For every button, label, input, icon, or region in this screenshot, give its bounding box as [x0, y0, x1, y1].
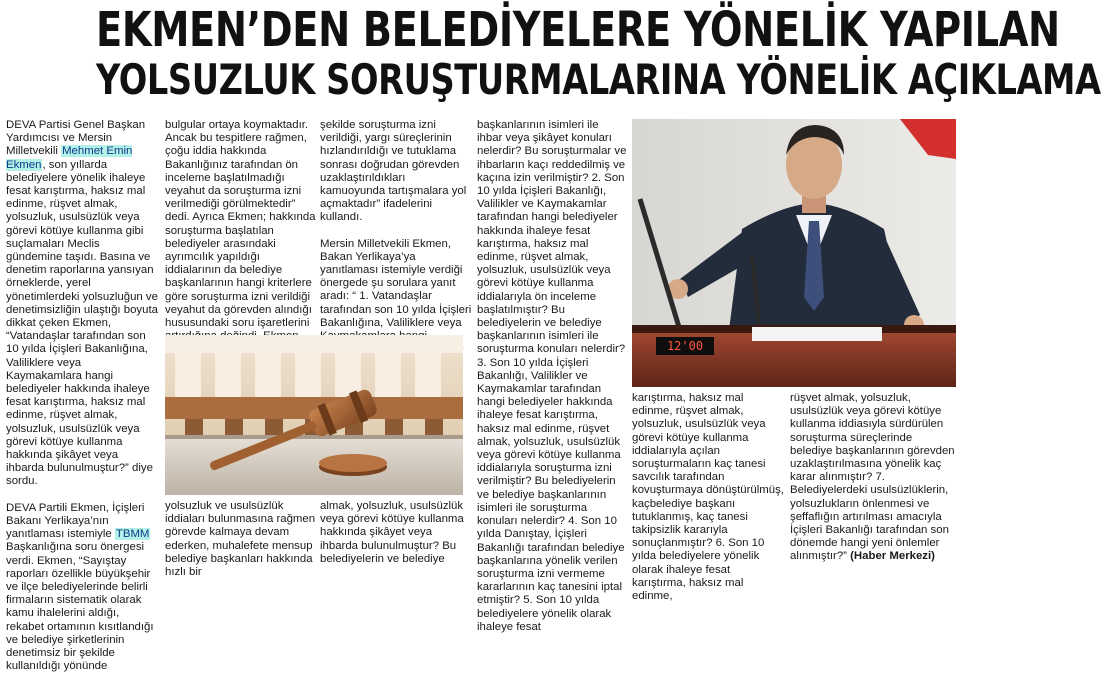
highlighted-name: Mehmet Emin Ekmen [6, 145, 133, 171]
headline-line-2: YOLSUZLUK SORUŞTURMALARINA YÖNELİK AÇIKLAMA [96, 55, 1101, 104]
article-column-3: şekilde soruşturma izni verildiği, yargı süreçlerinin hızlandırıldığı ve tutuklama sonrası doğrudan görevden uzaklaştırıldıkları kamuoyunda tartışmalara yol açmaktadır” ifadelerini kullandı. Mersin Milletvekili Ekmen, Bakan Yerlikaya’ya yanıtlaması istemiyle verdiği önergede şu sorulara yanıt aradı: “ 1. Vatandaşlar tarafından son 10 yılda İçişleri Bakanlığına, Valiliklere veya [320, 119, 472, 329]
article-column-2: bulgular ortaya koymaktadır. Ancak bu tespitlere rağmen, çoğu iddia hakkında Bakanlığınız tarafından ön inceleme başlatılmadığı veyahut da soruşturma izni verilmediği görülmektedir” dedi. Ayrıca Ekmen; hakkında soruşturma başlatılan belediyeler arasındaki ayrımcılık yapıldığı iddialarının da belediye başkanlarının hangi kriterlere göre soruşturma izni verildiği veyahut da görevden alındığı hususundaki soru işaretlerini [165, 119, 316, 330]
gavel-courtroom-photo [165, 335, 463, 495]
article-column-2-continued: yolsuzluk ve usulsüzlük iddiaları bulunmasına rağmen görevde kalmaya devam ederken, muhalefete mensup belediye başkanları hakkında hızlı bir [165, 500, 316, 579]
column-1-paragraph-1: DEVA Partisi Genel Başkan Yardımcısı ve Mersin Milletvekili Mehmet Emin Ekmen, son yıllarda belediyelere yönelik ihaleye fesat karıştırma, haksız mal edinme, rüşvet almak, yolsuzluk, usulsüzlük veya görevi kötüye kullanma gibi suçlamaları Meclis gündemine taşıdı. Basına ve denetim raporlarına yansıyan örneklerde, yerel yönetimlerdeki yolsuzluğun ve denetimsizliğin ulaştığı boyuta dikkat çeken Ekmen, “Vatandaşlar tarafından son 10 yılda İçişleri Bakanlığına, Valiliklere veya Kaymakamlara hangi belediyeler hakkında ihaleye fesat karıştırma, haksız mal edinme, rüşvet almak, yolsuzluk, usulsüzlük veya görevi kötüye kullanma hakkında şikâyet veya ihbarda bulunulmuştur?” diye sordu. [6, 119, 158, 488]
article-column-5: karıştırma, haksız mal edinme, rüşvet almak, yolsuzluk, usulsüzlük veya görevi kötüye kullanma iddialarıyla açılan soruşturmaların kaç tanesi savcılık tarafından kovuşturmaya dönüştürülmüş, kaçbelediye başkanı tutuklanmış, kaç tanesi takipsizlik kararıyla sonuçlanmıştır? 6. Son 10 yılda belediyelere yönelik olarak ihaleye fesat karıştırma, haksız mal edinme, [632, 392, 784, 603]
article-column-3-continued: almak, yolsuzluk, usulsüzlük veya görevi kötüye kullanma hakkında şikâyet veya ihbarda bulunulmuştur? Bu belediyelerin ve belediye [320, 500, 464, 565]
signature: (Haber Merkezi) [850, 550, 935, 563]
speaker-photo [632, 119, 956, 387]
article-column-6: rüşvet almak, yolsuzluk, usulsüzlük veya görevi kötüye kullanma iddiasıyla sürdürülen soruşturma süreçlerinde belediye başkanlarının görevden uzaklaştırılmasına yönelik kaç karar alınmıştır? 7. Belediyelerdeki usulsüzlüklerin, yolsuzlukların önlenmesi ve şeffaflığın artırılması amacıyla İçişleri Bakanlığı tarafından son dönemde hangi yeni önlemler alınmıştır?” (Haber Merkezi) [790, 392, 955, 563]
article-column-4: başkanlarının isimleri ile ihbar veya şikâyet konuları nelerdir? Bu soruşturmalar ve ihbarların kaçı reddedilmiş ve kaçına izin verilmiştir? 2. Son 10 yılda İçişleri Bakanlığı, Valilikler ve Kaymakamlar tarafından hangi belediyeler hakkında ihaleye fesat karıştırma, haksız mal edinme, rüşvet almak, yolsuzluk, usulsüzlük veya görevi kötüye kullanma iddialarıyla ön inceleme başlatılmıştır? Bu belediyelerin ve belediye başkanlarının isimleri ile soruşturma konuları nelerdir? 3. Son 10 yılda İçişleri Bakanlığı, Valilikler ve Kaymakamlar tarafından hangi belediyeler hakkında ihaleye fesat karıştırma, haksız mal edinme, rüşvet almak, yolsuzluk, usulsüzlük veya görevi kötüye kullanma iddialarıyla soruşturma izni verilmiştir? Bu belediyelerin ve belediye başkanlarının isimleri ile soruşturma konuları nelerdir? 4. Son 10 yılda Danıştay, İçişleri Bakanlığı tarafından belediye başkanlarına yönelik verilen soruşturma izni vermeme kararlarının kaç tanesini iptal etmiştir? 5. Son 10 yılda belediyelere yönelik olarak ihaleye fesat [477, 119, 627, 633]
headline-line-1: EKMEN’DEN BELEDİYELERE YÖNELİK YAPILAN [96, 2, 1060, 58]
highlighted-tbmm: TBMM [115, 528, 150, 541]
podium-time-display: 12'00 [666, 339, 704, 353]
article-column-1 [6, 119, 159, 673]
column-1-paragraph-2: DEVA Partili Ekmen, İçişleri Bakanı Yerlikaya’nın yanıtlaması istemiyle TBMM Başkanlığına soru önergesi verdi. Ekmen, “Sayıştay raporları özellikle büyükşehir ve ilçe belediyelerinde belirli firmaların sistematik olarak kamu ihalelerini aldığı, rekabet ortamının kısıtlandığı ve belediye şirketlerinin denetimsiz bir şekilde kullanıldığı yönünde [6, 501, 154, 673]
